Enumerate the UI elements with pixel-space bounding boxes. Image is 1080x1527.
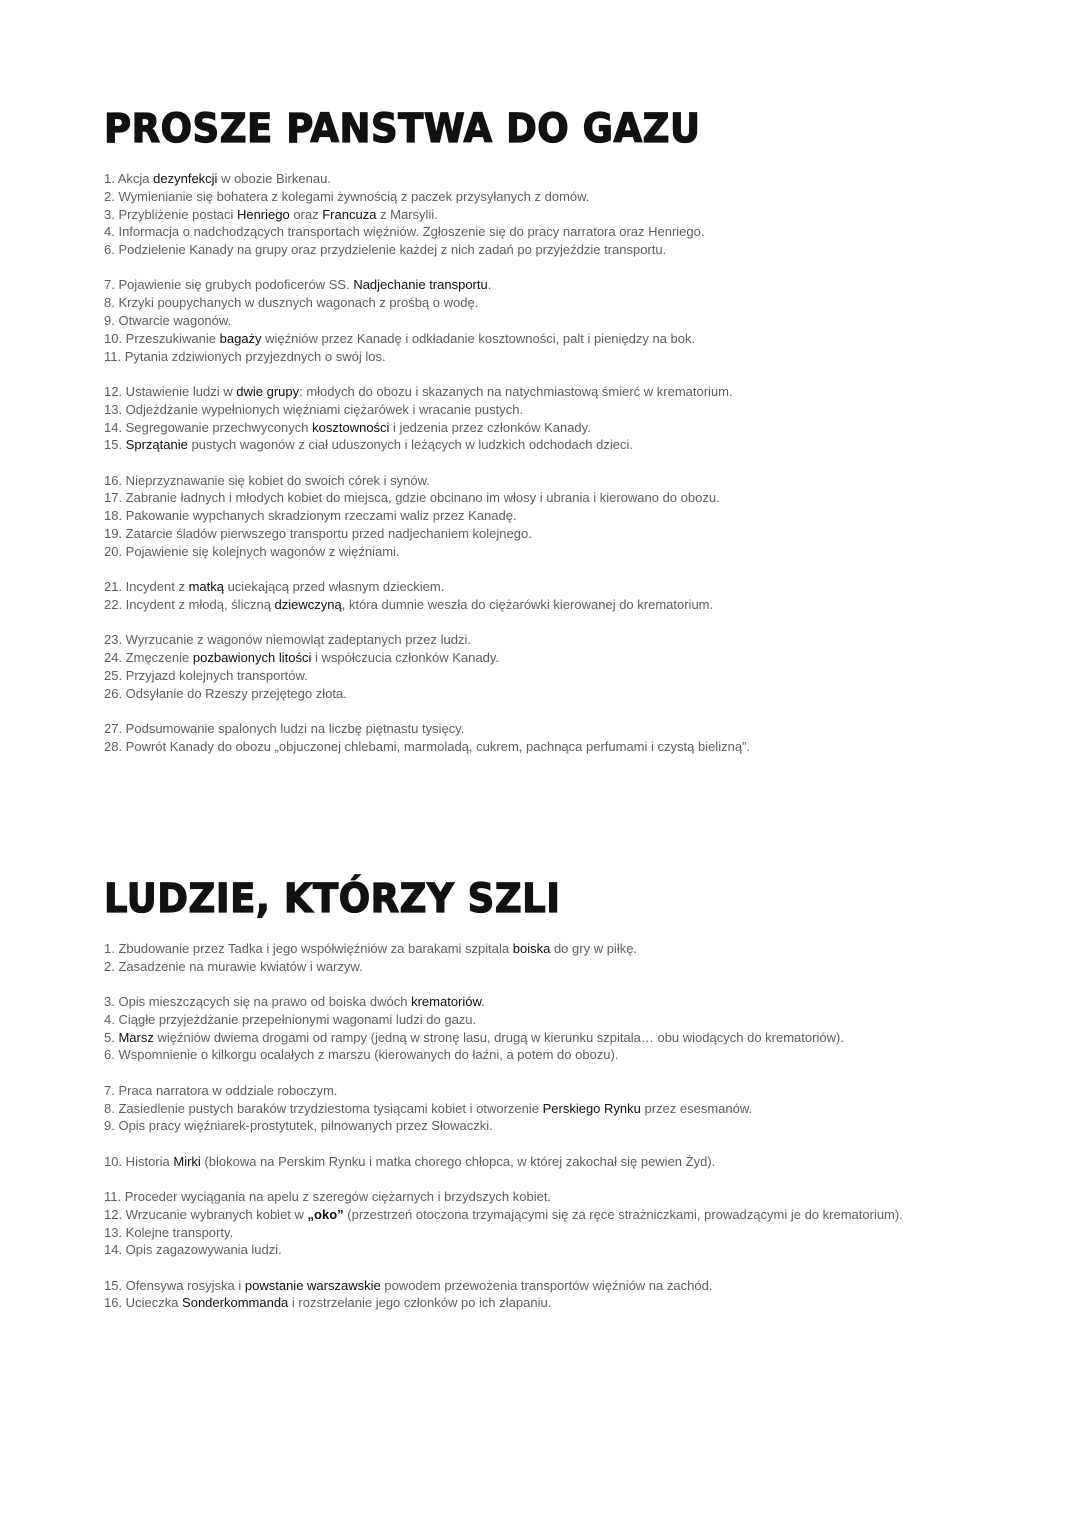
item-group bbox=[104, 1153, 1044, 1171]
item-text: uciekającą przed własnym dzieckiem. bbox=[223, 579, 445, 595]
highlighted-term: Sonderkommanda bbox=[182, 1295, 289, 1311]
list-item bbox=[104, 383, 1044, 401]
item-text: 27. Podsumowanie spalonych ludzi na liczbę piętnastu tysięcy. bbox=[104, 720, 465, 736]
item-text: w obozie Birkenau. bbox=[217, 171, 331, 186]
list-item bbox=[104, 1294, 1044, 1312]
highlighted-term: Mirki bbox=[173, 1153, 201, 1169]
list-item bbox=[104, 667, 1044, 685]
item-text: 14. Segregowanie przechwyconych bbox=[104, 419, 313, 435]
list-item bbox=[104, 649, 1044, 667]
item-group bbox=[104, 631, 1044, 702]
item-text: 6. Wspomnienie o kilkorgu ocalałych z marszu (kierowanych do łaźni, a potem do obozu). bbox=[104, 1047, 619, 1063]
section-title: PROSZE PANSTWA DO GAZU bbox=[104, 105, 701, 152]
list-item bbox=[104, 525, 1044, 543]
section-prosze-panstwa bbox=[104, 104, 1044, 773]
item-text: 7. Praca narratora w oddziale roboczym. bbox=[104, 1082, 338, 1098]
item-text: 3. Opis mieszczących się na prawo od boiska dwóch bbox=[104, 994, 412, 1010]
item-group bbox=[104, 1188, 1044, 1259]
item-text: oraz bbox=[289, 206, 323, 222]
item-text: 3. Przybliżenie postaci bbox=[104, 206, 237, 222]
list-item bbox=[104, 1082, 1044, 1100]
item-text: 24. Zmęczenie bbox=[104, 650, 193, 666]
list-item bbox=[104, 578, 1044, 596]
list-item bbox=[104, 993, 1044, 1011]
list-item bbox=[104, 206, 1044, 224]
list-item bbox=[104, 223, 1044, 241]
list-item bbox=[104, 1206, 1044, 1224]
list-item bbox=[104, 312, 1044, 330]
item-text: 13. Odjeżdżanie wypełnionych więźniami ciężarówek i wracanie pustych. bbox=[104, 401, 524, 417]
item-text: 10. Przeszukiwanie bbox=[104, 330, 220, 346]
item-text: 11. Pytania zdziwionych przyjezdnych o swój los. bbox=[104, 348, 386, 364]
list-item bbox=[104, 631, 1044, 649]
highlighted-term: dziewczyną bbox=[274, 596, 342, 612]
item-text: więźniów przez Kanadę i odkładanie kosztowności, palt i pieniędzy na bok. bbox=[261, 330, 696, 346]
item-text: 12. Ustawienie ludzi w bbox=[104, 383, 237, 399]
list-item bbox=[104, 330, 1044, 348]
list-item bbox=[104, 401, 1044, 419]
item-text: więźniów dwiema drogami od rampy (jedną w stronę lasu, drugą w kierunku szpitala… obu wiodących do krematoriów). bbox=[153, 1029, 844, 1045]
plot-outline-list bbox=[104, 940, 1044, 1312]
item-text: (blokowa na Perskim Rynku i matka chorego chłopca, w której zakochał się pewien Żyd). bbox=[200, 1153, 716, 1169]
list-item bbox=[104, 685, 1044, 703]
list-item bbox=[104, 958, 1044, 976]
list-item bbox=[104, 720, 1044, 738]
list-item bbox=[104, 348, 1044, 366]
list-item bbox=[104, 940, 1044, 958]
list-item bbox=[104, 419, 1044, 437]
list-item bbox=[104, 1224, 1044, 1242]
list-item bbox=[104, 1011, 1044, 1029]
highlighted-term: dezynfekcji bbox=[153, 171, 218, 186]
highlighted-term: Nadjechanie transportu bbox=[353, 277, 488, 293]
item-text: z Marsylii. bbox=[376, 206, 438, 222]
item-text: 10. Historia bbox=[104, 1153, 174, 1169]
item-text: 9. Otwarcie wagonów. bbox=[104, 313, 232, 329]
item-text: 26. Odsyłanie do Rzeszy przejętego złota. bbox=[104, 685, 347, 701]
item-text: 19. Zatarcie śladów pierwszego transportu przed nadjechaniem kolejnego. bbox=[104, 526, 532, 542]
item-text: i współczucia członków Kanady. bbox=[311, 650, 500, 666]
item-text: 23. Wyrzucanie z wagonów niemowląt zadeptanych przez ludzi. bbox=[104, 632, 471, 648]
item-text: . bbox=[487, 277, 492, 293]
list-item bbox=[104, 1100, 1044, 1118]
item-text: 2. Zasadzenie na murawie kwiatów i warzyw. bbox=[104, 958, 363, 974]
section-ludzie-ktorzy-szli bbox=[104, 874, 1044, 1330]
item-text: , która dumnie weszła do ciężarówki kierowanej do krematorium. bbox=[341, 596, 714, 612]
highlighted-term: powstanie warszawskie bbox=[244, 1277, 381, 1293]
item-group bbox=[104, 993, 1044, 1064]
item-text: przez esesmanów. bbox=[640, 1100, 753, 1116]
highlighted-term: Marsz bbox=[118, 1029, 154, 1045]
item-text: : młodych do obozu i skazanych na natychmiastową śmierć w krematorium. bbox=[299, 383, 733, 399]
list-item bbox=[104, 1046, 1044, 1064]
highlighted-term: krematoriów bbox=[411, 994, 482, 1010]
item-group bbox=[104, 1277, 1044, 1313]
item-text: 1. Akcja bbox=[104, 171, 154, 186]
list-item bbox=[104, 596, 1044, 614]
item-text: 21. Incydent z bbox=[104, 579, 189, 595]
item-text: 1. Zbudowanie przez Tadka i jego współwięźniów za barakami szpitala bbox=[104, 941, 513, 956]
item-text: 8. Zasiedlenie pustych baraków trzydziestoma tysiącami kobiet i otworzenie bbox=[104, 1100, 543, 1116]
item-text: i rozstrzelanie jego członków po ich złapaniu. bbox=[288, 1295, 552, 1311]
item-text: 25. Przyjazd kolejnych transportów. bbox=[104, 667, 308, 683]
item-text: 4. Informacja o nadchodzących transportach więźniów. Zgłoszenie się do pracy narratora oraz Henriego. bbox=[104, 224, 705, 240]
item-text: 22. Incydent z młodą, śliczną bbox=[104, 596, 275, 612]
item-group bbox=[104, 940, 1044, 976]
highlighted-term: boiska bbox=[512, 941, 551, 956]
section-title: LUDZIE, KTÓRZY SZLI bbox=[104, 875, 561, 922]
item-group bbox=[104, 720, 1044, 756]
highlighted-term: Perskiego Rynku bbox=[542, 1100, 641, 1116]
highlighted-term: pozbawionych litości bbox=[192, 650, 312, 666]
item-group bbox=[104, 276, 1044, 365]
highlighted-term: Henriego bbox=[236, 206, 290, 222]
item-text: 15. bbox=[104, 437, 126, 453]
item-text: powodem przewożenia transportów więźniów na zachód. bbox=[380, 1277, 713, 1293]
list-item bbox=[104, 276, 1044, 294]
item-text: 11. Proceder wyciągania na apelu z szeregów ciężarnych i brzydszych kobiet. bbox=[104, 1188, 552, 1204]
item-text: 15. Ofensywa rosyjska i bbox=[104, 1277, 245, 1293]
highlighted-term: „oko” bbox=[307, 1206, 344, 1222]
item-text: 18. Pakowanie wypchanych skradzionym rzeczami waliz przez Kanadę. bbox=[104, 508, 517, 524]
item-group bbox=[104, 383, 1044, 454]
highlighted-term: Francuza bbox=[322, 206, 377, 222]
item-group bbox=[104, 1082, 1044, 1135]
item-group bbox=[104, 472, 1044, 561]
item-text: 8. Krzyki poupychanych w dusznych wagonach z prośbą o wodę. bbox=[104, 295, 479, 311]
plot-outline-list bbox=[104, 170, 1044, 756]
item-text: 17. Zabranie ładnych i młodych kobiet do miejsca, gdzie obcinano im włosy i ubrania i kierowano do obozu. bbox=[104, 490, 720, 506]
item-text: 16. Nieprzyznawanie się kobiet do swoich córek i synów. bbox=[104, 472, 430, 488]
item-text: i jedzenia przez członków Kanady. bbox=[389, 419, 591, 435]
item-text: 28. Powrót Kanady do obozu „objuczonej chlebami, marmoladą, cukrem, pachnąca perfumami i czystą bielizną”. bbox=[104, 738, 750, 754]
list-item bbox=[104, 1029, 1044, 1047]
item-text: 4. Ciągłe przyjeżdżanie przepełnionymi wagonami ludzi do gazu. bbox=[104, 1011, 477, 1027]
list-item bbox=[104, 436, 1044, 454]
list-item bbox=[104, 294, 1044, 312]
list-item bbox=[104, 543, 1044, 561]
item-text: do gry w piłkę. bbox=[550, 941, 638, 956]
list-item bbox=[104, 1188, 1044, 1206]
highlighted-term: bagaży bbox=[219, 330, 262, 346]
list-item bbox=[104, 489, 1044, 507]
list-item bbox=[104, 1241, 1044, 1259]
item-text: . bbox=[481, 994, 485, 1010]
highlighted-term: matką bbox=[188, 579, 224, 595]
list-item bbox=[104, 1277, 1044, 1295]
item-group bbox=[104, 170, 1044, 259]
list-item bbox=[104, 472, 1044, 490]
item-text: 20. Pojawienie się kolejnych wagonów z więźniami. bbox=[104, 543, 400, 559]
highlighted-term: Sprzątanie bbox=[125, 437, 188, 453]
item-text: 7. Pojawienie się grubych podoficerów SS. bbox=[104, 277, 354, 293]
list-item bbox=[104, 1153, 1044, 1171]
item-text: pustych wagonów z ciał uduszonych i leżących w ludzkich odchodach dzieci. bbox=[187, 437, 633, 453]
item-text: 6. Podzielenie Kanady na grupy oraz przydzielenie każdej z nich zadań po przyjeździe transportu. bbox=[104, 242, 667, 258]
list-item bbox=[104, 1117, 1044, 1135]
item-text: (przestrzeń otoczona trzymającymi się za ręce strażniczkami, prowadzącymi je do krematorium). bbox=[343, 1206, 903, 1222]
item-text: 14. Opis zagazowywania ludzi. bbox=[104, 1242, 282, 1258]
item-text: 9. Opis pracy więźniarek-prostytutek, pilnowanych przez Słowaczki. bbox=[104, 1118, 493, 1134]
item-text: 12. Wrzucanie wybranych kobiet w bbox=[104, 1206, 308, 1222]
list-item bbox=[104, 241, 1044, 259]
highlighted-term: dwie grupy bbox=[236, 383, 300, 399]
item-group bbox=[104, 578, 1044, 614]
list-item bbox=[104, 188, 1044, 206]
list-item bbox=[104, 507, 1044, 525]
item-text: 13. Kolejne transporty. bbox=[104, 1224, 234, 1240]
item-text: 5. bbox=[104, 1029, 119, 1045]
highlighted-term: kosztowności bbox=[312, 419, 390, 435]
list-item bbox=[104, 170, 1044, 188]
list-item bbox=[104, 738, 1044, 756]
item-text: 16. Ucieczka bbox=[104, 1295, 183, 1311]
item-text: 2. Wymienianie się bohatera z kolegami żywnością z paczek przysyłanych z domów. bbox=[104, 188, 590, 204]
